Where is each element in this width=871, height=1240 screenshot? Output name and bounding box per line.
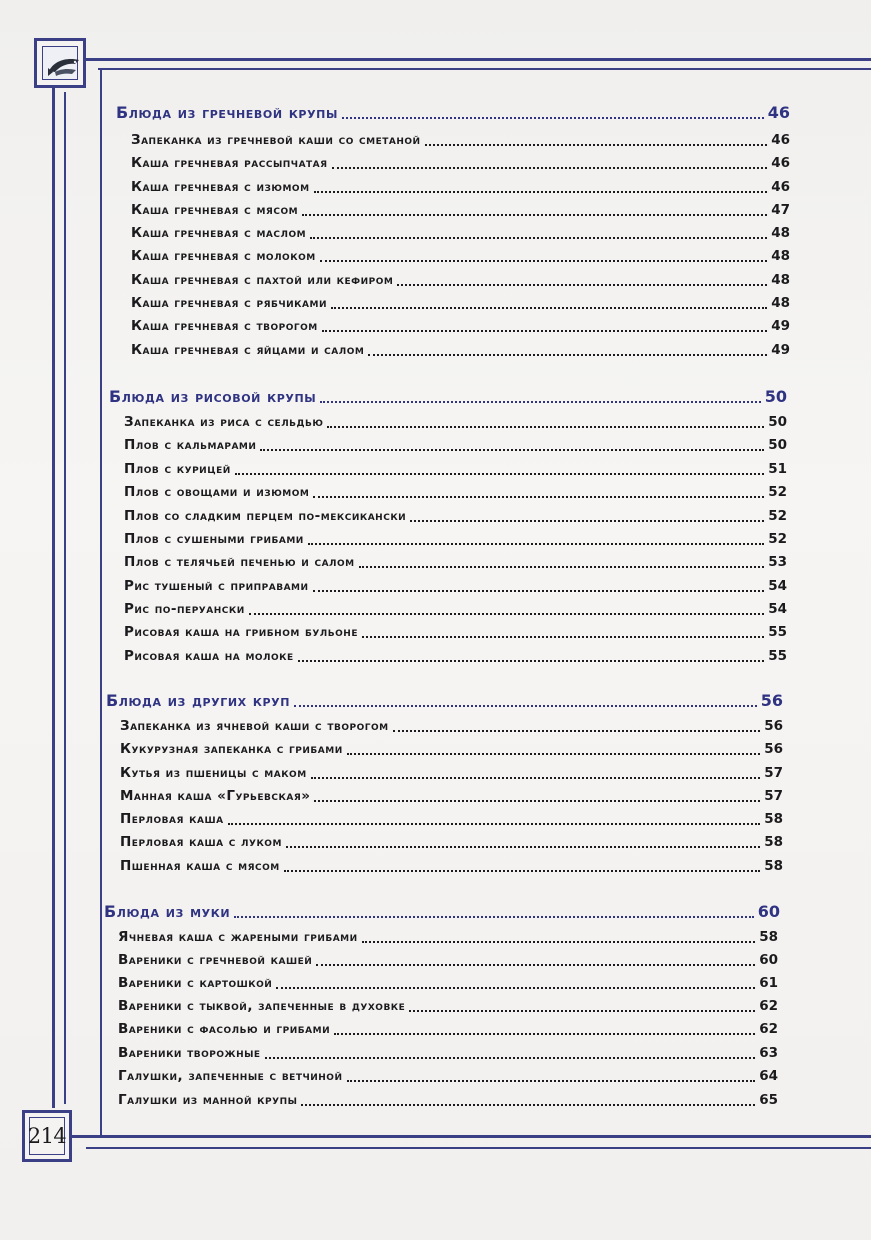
toc-item: Ячневая каша с жареными грибами 58	[118, 929, 778, 945]
frame-line-left	[52, 88, 55, 1108]
section-title: Блюда из муки	[104, 902, 231, 921]
toc-item: Каша гречневая с молоком 48	[131, 248, 790, 264]
frame-line-bottom-outer	[86, 1147, 871, 1149]
toc-item: Запеканка из гречневой каши со сметаной 46	[131, 132, 790, 148]
toc-item: Каша гречневая с мясом 47	[131, 202, 790, 218]
toc-item: Кутья из пшеницы с маком 57	[120, 765, 783, 781]
toc-item: Вареники с картошкой 61	[118, 975, 778, 991]
toc-item: Перловая каша 58	[120, 811, 783, 827]
toc-item: Рисовая каша на грибном бульоне 55	[124, 624, 787, 640]
toc-section-buckwheat	[116, 103, 790, 123]
section-title: Блюда из рисовой крупы	[109, 387, 317, 406]
toc-section-other-grains	[106, 691, 783, 711]
toc-item: Перловая каша с луком 58	[120, 834, 783, 850]
frame-line-left-inner	[64, 92, 66, 1104]
toc-item: Рис тушеный с приправами 54	[124, 578, 787, 594]
toc-item: Галушки, запеченные с ветчиной 64	[118, 1068, 778, 1084]
frame-line-top	[86, 58, 871, 61]
toc-item: Плов со сладким перцем по-мексикански 52	[124, 508, 787, 524]
toc-item: Каша гречневая рассыпчатая 46	[131, 155, 790, 171]
toc-item: Каша гречневая с яйцами и салом 49	[131, 342, 790, 358]
toc-item: Рис по-перуански 54	[124, 601, 787, 617]
corner-emblem	[34, 38, 86, 88]
frame-line-top-inner	[98, 68, 871, 70]
toc-item: Рисовая каша на молоке 55	[124, 648, 787, 664]
toc-item: Плов с телячьей печенью и салом 53	[124, 554, 787, 570]
toc-item: Каша гречневая с рябчиками 48	[131, 295, 790, 311]
toc-item: Вареники с фасолью и грибами 62	[118, 1021, 778, 1037]
fish-icon	[46, 51, 82, 81]
section-page: 56	[760, 691, 783, 710]
section-page: 60	[757, 902, 780, 921]
toc-item: Каша гречневая с творогом 49	[131, 318, 790, 334]
toc-item: Каша гречневая с маслом 48	[131, 225, 790, 241]
section-title: Блюда из других круп	[106, 691, 291, 710]
toc-item: Запеканка из риса с сельдью 50	[124, 414, 787, 430]
toc-section-flour	[104, 902, 780, 922]
page-number: 214	[27, 1124, 67, 1148]
toc-item: Кукурузная запеканка с грибами 56	[120, 741, 783, 757]
toc-item: Пшенная каша с мясом 58	[120, 858, 783, 874]
frame-line-left-content	[100, 70, 102, 1135]
toc-item: Плов с овощами и изюмом 52	[124, 484, 787, 500]
section-page: 46	[767, 103, 790, 122]
toc-item: Каша гречневая с изюмом 46	[131, 179, 790, 195]
section-title: Блюда из гречневой крупы	[116, 103, 338, 122]
page-number-box	[22, 1110, 72, 1162]
section-page: 50	[764, 387, 787, 406]
toc-item: Вареники с гречневой кашей 60	[118, 952, 778, 968]
toc-item: Каша гречневая с пахтой или кефиром 48	[131, 272, 790, 288]
toc-item: Запеканка из ячневой каши с творогом 56	[120, 718, 783, 734]
toc-item: Манная каша «Гурьевская» 57	[120, 788, 783, 804]
frame-line-bottom	[68, 1135, 871, 1138]
toc-item: Вареники творожные 63	[118, 1045, 778, 1061]
toc-section-rice	[109, 387, 787, 407]
toc-item: Плов с сушеными грибами 52	[124, 531, 787, 547]
toc-item: Плов с курицей 51	[124, 461, 787, 477]
toc-item: Галушки из манной крупы 65	[118, 1092, 778, 1108]
toc-item: Плов с кальмарами 50	[124, 437, 787, 453]
toc-item: Вареники с тыквой, запеченные в духовке 62	[118, 998, 778, 1014]
